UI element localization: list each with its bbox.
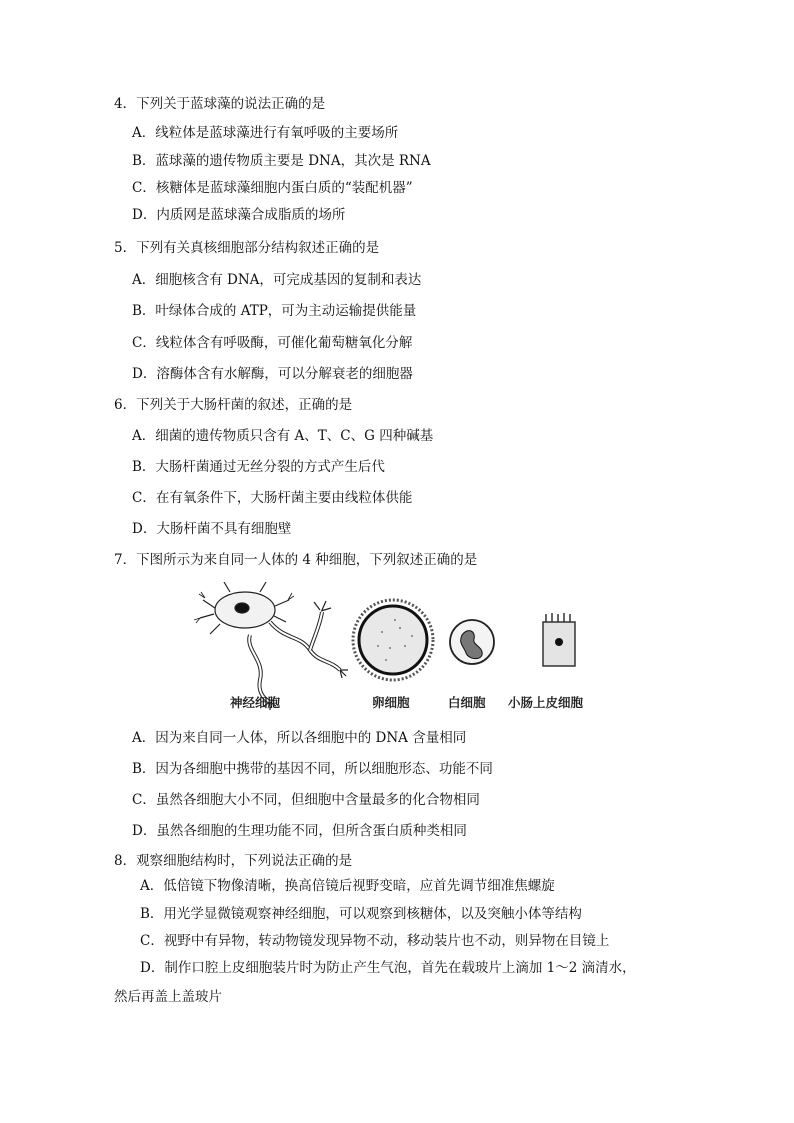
figure-label-nerve-cell: 神经细胞	[230, 695, 281, 710]
question-7-option-c: C．虽然各细胞大小不同，但细胞中含量最多的化合物相同	[132, 792, 480, 808]
question-8-option-c: C．视野中有异物，转动物镜发现异物不动，移动装片也不动，则异物在目镜上	[140, 933, 610, 949]
nerve-cell-illustration	[194, 582, 348, 710]
cell-figure	[190, 580, 610, 715]
question-5-option-b: B．叶绿体合成的 ATP，可为主动运输提供能量	[132, 303, 417, 319]
question-4-stem: 4．下列关于蓝球藻的说法正确的是	[114, 96, 326, 112]
question-5-stem: 5．下列有关真核细胞部分结构叙述正确的是	[114, 240, 380, 256]
question-6-option-b: B．大肠杆菌通过无丝分裂的方式产生后代	[132, 459, 385, 475]
figure-label-white-blood-cell: 白细胞	[448, 695, 486, 710]
question-5-option-c: C．线粒体含有呼吸酶，可催化葡萄糖氧化分解	[132, 335, 413, 351]
question-8-stem: 8．观察细胞结构时，下列说法正确的是	[114, 853, 353, 869]
question-4-option-c: C．核糖体是蓝球藻细胞内蛋白质的“装配机器”	[132, 180, 413, 196]
question-8-option-d-continuation: 然后再盖上盖玻片	[114, 989, 222, 1005]
question-7-option-d: D．虽然各细胞的生理功能不同，但所含蛋白质种类相同	[132, 823, 467, 839]
question-8-option-d: D．制作口腔上皮细胞装片时为防止产生气泡，首先在载玻片上滴加 1～2 滴清水，	[140, 960, 636, 976]
question-6-option-c: C．在有氧条件下，大肠杆菌主要由线粒体供能	[132, 490, 413, 506]
question-6-stem: 6．下列关于大肠杆菌的叙述，正确的是	[114, 397, 353, 413]
question-8-option-b: B．用光学显微镜观察神经细胞，可以观察到核糖体，以及突触小体等结构	[140, 906, 582, 922]
question-6-option-a: A．细菌的遗传物质只含有 A、T、C、G 四种碱基	[132, 428, 434, 444]
figure-label-egg-cell: 卵细胞	[372, 695, 410, 710]
question-7-option-b: B．因为各细胞中携带的基因不同，所以细胞形态、功能不同	[132, 761, 493, 777]
question-5-option-a: A．细胞核含有 DNA，可完成基因的复制和表达	[132, 272, 422, 288]
figure-label-intestinal-epithelial-cell: 小肠上皮细胞	[508, 695, 584, 710]
question-8-option-a: A．低倍镜下物像清晰，换高倍镜后视野变暗，应首先调节细准焦螺旋	[140, 878, 555, 894]
question-7-option-a: A．因为来自同一人体，所以各细胞中的 DNA 含量相同	[132, 730, 467, 746]
question-6-option-d: D．大肠杆菌不具有细胞壁	[132, 521, 292, 537]
question-5-option-d: D．溶酶体含有水解酶，可以分解衰老的细胞器	[132, 366, 413, 382]
question-4-option-d: D．内质网是蓝球藻合成脂质的场所	[132, 207, 346, 223]
intestinal-epithelial-cell-illustration	[543, 613, 575, 666]
white-blood-cell-illustration	[450, 620, 494, 664]
question-7-stem: 7．下图所示为来自同一人体的 4 种细胞，下列叙述正确的是	[114, 552, 478, 568]
question-4-option-b: B．蓝球藻的遗传物质主要是 DNA，其次是 RNA	[132, 153, 431, 169]
question-4-option-a: A．线粒体是蓝球藻进行有氧呼吸的主要场所	[132, 125, 399, 141]
egg-cell-illustration	[353, 600, 433, 680]
